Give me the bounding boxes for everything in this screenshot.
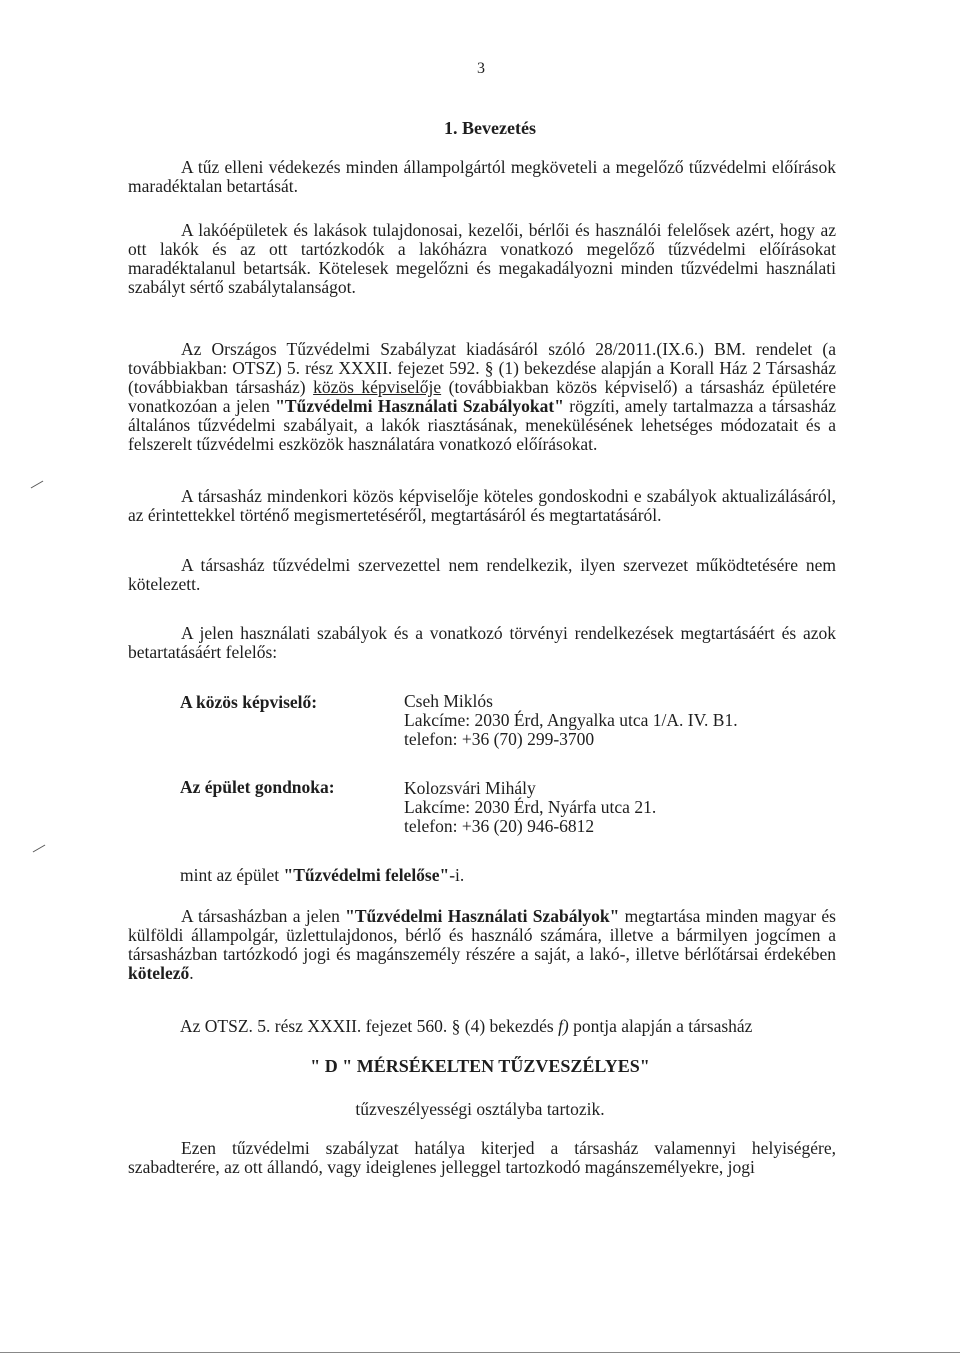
paragraph-text: megtartása minden magyar és külföldi állampolgár, üzlettulajdonos, bérlő és használó számára, illetve a bármilyen jogcímen a társasházban tartózkodó jogi és magánszemély részére a saját, a lakó-, illetve bérlőtársai érdekében <box>128 906 836 964</box>
paragraph-text: . <box>189 963 194 983</box>
bold-title: "Tűzvédelmi felelőse" <box>283 865 450 885</box>
paragraph-representative-duty: A társasház mindenkori közös képviselője köteles gondoskodni e szabályok aktualizálásáról, az érintettekkel történő megismertetéséről, megtartásáról és megtartatásáról. <box>128 486 836 525</box>
line-text: pontja alapján a társasház <box>568 1016 753 1036</box>
italic-letter: f) <box>558 1016 569 1036</box>
bold-title: "Tűzvédelmi Használati Szabályokat" <box>275 396 564 416</box>
page-number: 3 <box>477 60 485 77</box>
paragraph-text: rögzíti, amely tartalmazza a társasház általános tűzvédelmi szabályait, a lakók riasztásának, menekülésének lehetséges módozatait és a felszerelt tűzvédelmi eszközök használatára vonatkozó előírásokat. <box>128 396 836 454</box>
contact-label-caretaker: Az épület gondnoka: <box>180 777 335 797</box>
paragraph-owners: A lakóépületek és lakások tulajdonosai, kezelői, bérlői és használói felelősek azért, hogy az ott lakók és az ott tartózkodók a lakóházra vonatkozó megelőző tűzvédelmi előírásokat maradéktalanul betartsák. Kötelesek megelőzni és megakadályozni minden tűzvédelmi használati szabályt sértő szabálytalanságot. <box>128 220 836 297</box>
fire-hazard-classification: " D " MÉRSÉKELTEN TŰZVESZÉLYES" <box>310 1056 650 1076</box>
contact-name: Kolozsvári Mihály <box>404 778 536 798</box>
paragraph-text: A társasházban a jelen <box>181 906 346 926</box>
page-bottom-edge <box>0 1352 960 1353</box>
contact-label-representative: A közös képviselő: <box>180 692 318 712</box>
contact-phone: telefon: +36 (20) 946-6812 <box>404 816 595 836</box>
section-heading: 1. Bevezetés <box>444 118 536 138</box>
paragraph-mandatory <box>128 907 836 983</box>
paragraph-intro: A tűz elleni védekezés minden állampolgártól megköveteli a megelőző tűzvédelmi előírások maradéktalan betartását. <box>128 157 836 196</box>
paragraph-scope: Ezen tűzvédelmi szabályzat hatálya kiterjed a társasház valamennyi helyiségére, szabadterére, az ott állandó, vagy ideiglenes jelleggel tartozkodó magánszemélyekre, jogi <box>128 1138 836 1177</box>
underlined-text: közös képviselője <box>313 377 442 397</box>
paragraph-text: (továbbiakban közös képviselő) a társasház épületére vonatkozóan a jelen <box>128 377 837 416</box>
bold-word: kötelező <box>128 963 190 983</box>
line-text: -i. <box>449 865 465 885</box>
bold-title: "Tűzvédelmi Használati Szabályok" <box>345 906 620 926</box>
classification-note: tűzveszélyességi osztályba tartozik. <box>355 1099 605 1119</box>
contact-address: Lakcíme: 2030 Érd, Nyárfa utca 21. <box>404 797 657 817</box>
paragraph-responsible: A jelen használati szabályok és a vonatkozó törvényi rendelkezések megtartásáért és azok betartatásáért felelős: <box>128 623 836 662</box>
otsz-reference-line <box>180 1016 752 1037</box>
responsible-line <box>180 865 464 886</box>
contact-phone: telefon: +36 (70) 299-3700 <box>404 729 595 749</box>
margin-mark <box>31 481 44 489</box>
paragraph-otsz-regulation <box>128 340 836 454</box>
contact-address: Lakcíme: 2030 Érd, Angyalka utca 1/A. IV. B1. <box>404 710 738 730</box>
paragraph-text: Az Országos Tűzvédelmi Szabályzat kiadásáról szóló 28/2011.(IX.6.) BM. rendelet (a továbbiakban: OTSZ) 5. rész XXXII. fejezet 592. § (1) bekezdése alapján a Korall Ház 2 Társasház (továbbiakban társasház) <box>128 339 836 397</box>
line-text: Az OTSZ. 5. rész XXXII. fejezet 560. § (4) bekezdés <box>180 1016 559 1036</box>
contact-block-caretaker <box>404 779 656 836</box>
contact-name: Cseh Miklós <box>404 691 493 711</box>
paragraph-no-organization: A társasház tűzvédelmi szervezettel nem rendelkezik, ilyen szervezet működtetésére nem kötelezett. <box>128 555 836 594</box>
contact-block-representative <box>404 692 738 749</box>
margin-mark <box>33 845 46 853</box>
line-text: mint az épület <box>180 865 284 885</box>
